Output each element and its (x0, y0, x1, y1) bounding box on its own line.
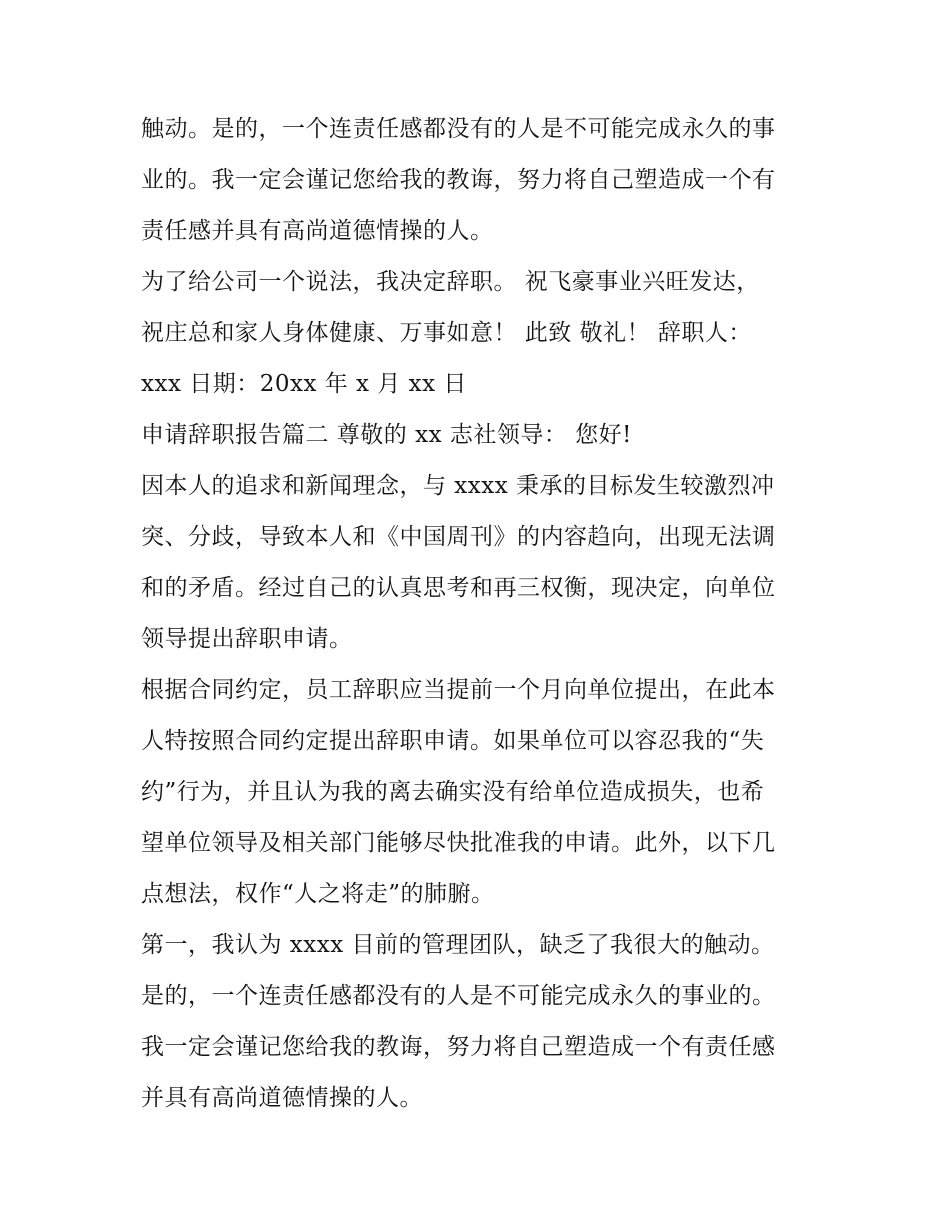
text-line: 为了给公司一个说法，我决定辞职。 祝飞豪事业兴旺发达， (141, 269, 760, 295)
text-line: 望单位领导及相关部门能够尽快批准我的申请。此外，以下几 (141, 830, 776, 856)
text-line: 第一，我认为 xxxx 目前的管理团队，缺乏了我很大的触动。 (141, 932, 775, 958)
text-line: 祝庄总和家人身体健康、万事如意！ 此致 敬礼！ 辞职人： (141, 320, 752, 346)
text-line: xxx 日期：20xx 年 x 月 xx 日 (141, 371, 467, 397)
text-line: 是的，一个连责任感都没有的人是不可能完成永久的事业的。 (141, 983, 776, 1009)
text-line: 因本人的追求和新闻理念，与 xxxx 秉承的目标发生较激烈冲 (141, 473, 775, 499)
text-line: 业的。我一定会谨记您给我的教诲，努力将自己塑造成一个有 (141, 167, 776, 193)
text-line: 和的矛盾。经过自己的认真思考和再三权衡，现决定，向单位 (141, 575, 776, 601)
document-body (141, 104, 821, 1124)
text-line: 并具有高尚道德情操的人。 (141, 1085, 423, 1111)
text-line: 约”行为，并且认为我的离去确实没有给单位造成损失，也希 (141, 779, 765, 805)
text-line: 触动。是的，一个连责任感都没有的人是不可能完成永久的事 (141, 116, 776, 142)
text-line: 根据合同约定，员工辞职应当提前一个月向单位提出，在此本 (141, 677, 776, 703)
text-line: 人特按照合同约定提出辞职申请。如果单位可以容忍我的“失 (141, 728, 765, 754)
section-heading-line: 申请辞职报告篇二 尊敬的 xx 志社领导： 您好! (141, 422, 632, 448)
text-line: 我一定会谨记您给我的教诲，努力将自己塑造成一个有责任感 (141, 1034, 776, 1060)
text-line: 领导提出辞职申请。 (141, 626, 353, 652)
text-line: 点想法，权作“人之将走”的肺腑。 (141, 881, 495, 907)
text-line: 突、分歧，导致本人和《中国周刊》的内容趋向，出现无法调 (141, 524, 776, 550)
text-line: 责任感并具有高尚道德情操的人。 (141, 218, 494, 244)
